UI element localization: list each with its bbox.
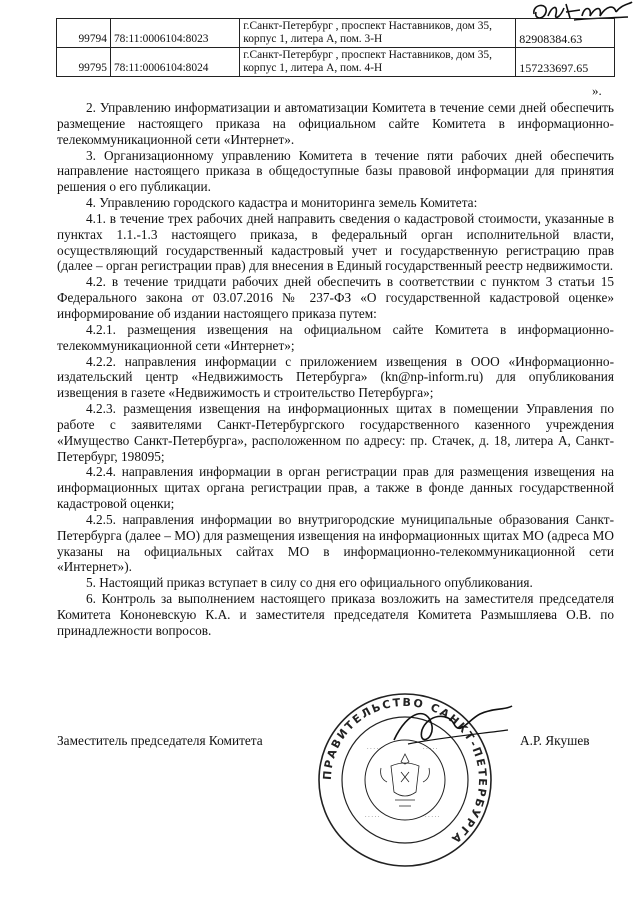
svg-text:· · · · ·: · · · · ·: [365, 814, 380, 820]
svg-text:· · · · ·: · · · · ·: [367, 746, 382, 752]
paragraph-4-1: 4.1. в течение трех рабочих дней направить сведения о кадастровой стоимости, указанные в пунктах 1.1.-1.3 настоящего приказа, в федеральный орган исполнительной власти, осуществляющий государственный кадастровый учет и государственную регистрацию прав (далее – орган регистрации прав) для внесения в Единый государственный реестр недвижимости.: [57, 210, 614, 274]
table-row: [57, 48, 615, 77]
cadastral-value: 82908384.63: [516, 19, 615, 48]
address: г.Санкт-Петербург , проспект Наставников, дом 35, корпус 1, литера А, пом. 4-Н: [240, 48, 516, 77]
row-id: 99794: [57, 19, 111, 48]
svg-text:· · · · ·: · · · · ·: [423, 746, 438, 752]
address: г.Санкт-Петербург , проспект Наставников, дом 35, корпус 1, литера А, пом. 3-Н: [240, 19, 516, 48]
paragraph-4-2: 4.2. в течение тридцати рабочих дней обеспечить в соответствии с пунктом 3 статьи 15 Федерального закона от 03.07.2016 № 237-ФЗ «О государственной кадастровой оценке» информирование об издании настоящего приказа путем:: [57, 274, 614, 321]
row-id: 99795: [57, 48, 111, 77]
closing-quote: ».: [592, 83, 602, 98]
table-row: [57, 19, 615, 48]
paragraph-6: 6. Контроль за выполнением настоящего приказа возложить на заместителя председателя Комитета Кононевскую К.А. и заместителя председателя Комитета Размышляева О.В. по принадлежности вопросов.: [57, 591, 614, 638]
signatory-title: Заместитель председателя Комитета: [57, 733, 263, 748]
paragraph-3: 3. Организационному управлению Комитета в течение пяти рабочих дней обеспечить направление настоящего приказа в общедоступные базы правовой информации для принятия решения о его публикации.: [57, 147, 614, 195]
paragraph-4-2-1: 4.2.1. размещения извещения на официальном сайте Комитета в информационно-телекоммуникационной сети «Интернет»;: [57, 321, 614, 353]
svg-text:ПРАВИТЕЛЬСТВО САНКТ-ПЕТЕРБУРГА: ПРАВИТЕЛЬСТВО САНКТ-ПЕТЕРБУРГА: [320, 695, 490, 847]
cadastral-value: 157233697.65: [516, 48, 615, 77]
paragraph-4-2-2: 4.2.2. направления информации с приложением извещения в ООО «Информационно-издательский центр «Недвижимость Петербурга» (kn@np-inform.ru) для опубликования извещения в газете «Недвижимость и строительство Петербурга»;: [57, 353, 614, 401]
svg-text:· · · · ·: · · · · ·: [425, 814, 440, 820]
paragraph-4-2-3: 4.2.3. размещения извещения на информационных щитах в помещении Управления по работе с заявителями Санкт-Петербургского государственного казенного учреждения «Имущество Санкт-Петербурга», расположенном по адресу: пр. Стачек, д. 18, литера А, Санкт-Петербург, 198095;: [57, 401, 614, 464]
paragraph-5: 5. Настоящий приказ вступает в силу со дня его официального опубликования.: [86, 575, 533, 591]
paragraph-4-2-5: 4.2.5. направления информации во внутригородские муниципальные образования Санкт-Петербурга (далее – МО) для размещения извещения на информационных щитах МО (адреса МО указаны на официальных сайтах МО в информационно-телекоммуникационной сети «Интернет»).: [57, 511, 614, 575]
handwritten-signature: [388, 700, 518, 760]
cadastral-number: 78:11:0006104:8024: [110, 48, 239, 77]
cadastral-table: [56, 18, 615, 77]
paragraph-4: 4. Управлению городского кадастра и мониторинга земель Комитета:: [86, 195, 478, 211]
document-body: [57, 100, 614, 639]
paragraph-4-2-4: 4.2.4. направления информации в орган регистрации прав для размещения извещения на информационных щитах органа регистрации прав, а также в фонде данных государственной кадастровой оценки;: [57, 464, 614, 512]
cadastral-number: 78:11:0006104:8023: [110, 19, 239, 48]
paragraph-2: 2. Управлению информатизации и автоматизации Комитета в течение семи дней обеспечить размещение настоящего приказа на официальном сайте Комитета в информационно-телекоммуникационной сети «Интернет».: [57, 100, 614, 147]
signatory-name: А.Р. Якушев: [520, 733, 590, 748]
